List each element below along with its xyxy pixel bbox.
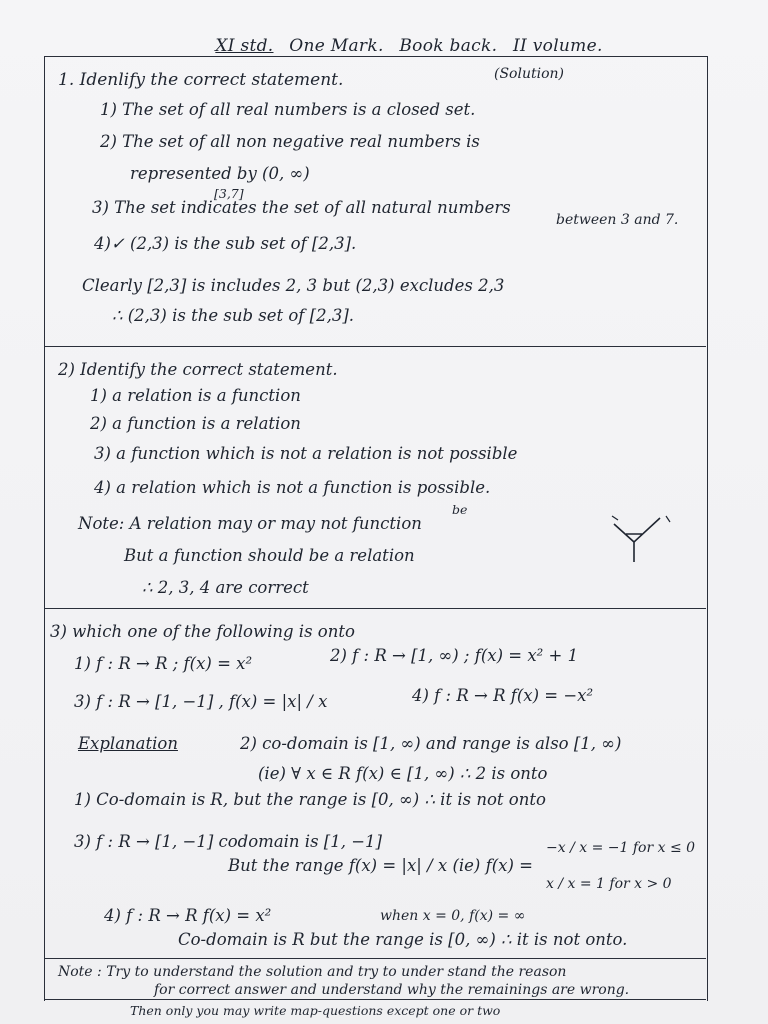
q1-option-3-interval: [3,7]	[214, 186, 244, 201]
q2-option-1: 1) a relation is a function	[90, 386, 301, 405]
q3-explanation-f-when: when x = 0, f(x) = ∞	[380, 908, 526, 924]
q1-option-2a: 2) The set of all non negative real numbers is	[100, 132, 480, 151]
q2-divider	[44, 346, 706, 348]
footer-note-line-1: Note : Try to understand the solution and try to under stand the reason	[58, 964, 567, 980]
q3-explanation-a: 2) co-domain is [1, ∞) and range is also [1, ∞)	[240, 734, 622, 753]
header-std: XI std.	[215, 36, 274, 56]
q3-case-1: −x / x = −1 for x ≤ 0	[546, 840, 696, 856]
q2-note-2: But a function should be a relation	[124, 546, 415, 565]
q2-title: 2) Identify the correct statement.	[58, 360, 338, 379]
q3-option-4: 4) f : R → R f(x) = −x²	[412, 686, 594, 705]
q1-title: 1. Idenlify the correct statement.	[58, 70, 344, 90]
q3-explanation-b: (ie) ∀ x ∈ R f(x) ∈ [1, ∞) ∴ 2 is onto	[258, 764, 548, 783]
q1-solution-tag: (Solution)	[494, 66, 564, 82]
q3-explanation-f: 4) f : R → R f(x) = x²	[104, 906, 272, 925]
q2-note-be: be	[452, 502, 468, 517]
q2-conclusion: ∴ 2, 3, 4 are correct	[142, 578, 309, 597]
q3-explanation-e: But the range f(x) = |x| / x (ie) f(x) =	[228, 856, 533, 875]
q1-clearly: Clearly [2,3] is includes 2, 3 but (2,3) excludes 2,3	[82, 276, 505, 295]
q3-explanation-g: Co-domain is R but the range is [0, ∞) ∴ it is not onto.	[178, 930, 628, 949]
q3-option-2: 2) f : R → [1, ∞) ; f(x) = x² + 1	[330, 646, 579, 665]
q3-option-1: 1) f : R → R ; f(x) = x²	[74, 654, 253, 673]
q3-case-2: x / x = 1 for x > 0	[546, 876, 672, 892]
q3-option-3: 3) f : R → [1, −1] , f(x) = |x| / x	[74, 692, 328, 711]
q3-explanation-label: Explanation	[78, 734, 178, 753]
footer-note-line-3: Then only you may write map-questions except one or two	[130, 1003, 501, 1018]
q2-option-2: 2) a function is a relation	[90, 414, 301, 433]
q3-explanation-d: 3) f : R → [1, −1] codomain is [1, −1]	[74, 832, 382, 851]
q1-option-3b: between 3 and 7.	[556, 212, 679, 228]
q1-option-1: 1) The set of all real numbers is a closed set.	[100, 100, 476, 119]
q2-option-3: 3) a function which is not a relation is not possible	[94, 444, 518, 463]
q1-option-2b: represented by (0, ∞)	[130, 164, 310, 183]
q3-divider	[44, 608, 706, 610]
header-volume: II volume.	[513, 36, 603, 56]
q3-explanation-c: 1) Co-domain is R, but the range is [0, ∞) ∴ it is not onto	[74, 790, 546, 809]
q1-option-3a: 3) The set indicates the set of all natural numbers	[92, 198, 511, 217]
q2-option-4: 4) a relation which is not a function is possible.	[94, 478, 491, 497]
footer-note-line-2: for correct answer and understand why the remainings are wrong.	[154, 982, 630, 998]
header-book-back: Book back.	[399, 36, 498, 56]
header-one-mark: One Mark.	[289, 36, 384, 56]
q1-therefore: ∴ (2,3) is the sub set of [2,3].	[112, 306, 355, 325]
q1-option-4-correct: 4)✓ (2,3) is the sub set of [2,3].	[94, 234, 357, 253]
relation-sketch-icon	[608, 512, 678, 572]
q3-title: 3) which one of the following is onto	[50, 622, 355, 641]
q2-note-1: Note: A relation may or may not function	[78, 514, 422, 533]
